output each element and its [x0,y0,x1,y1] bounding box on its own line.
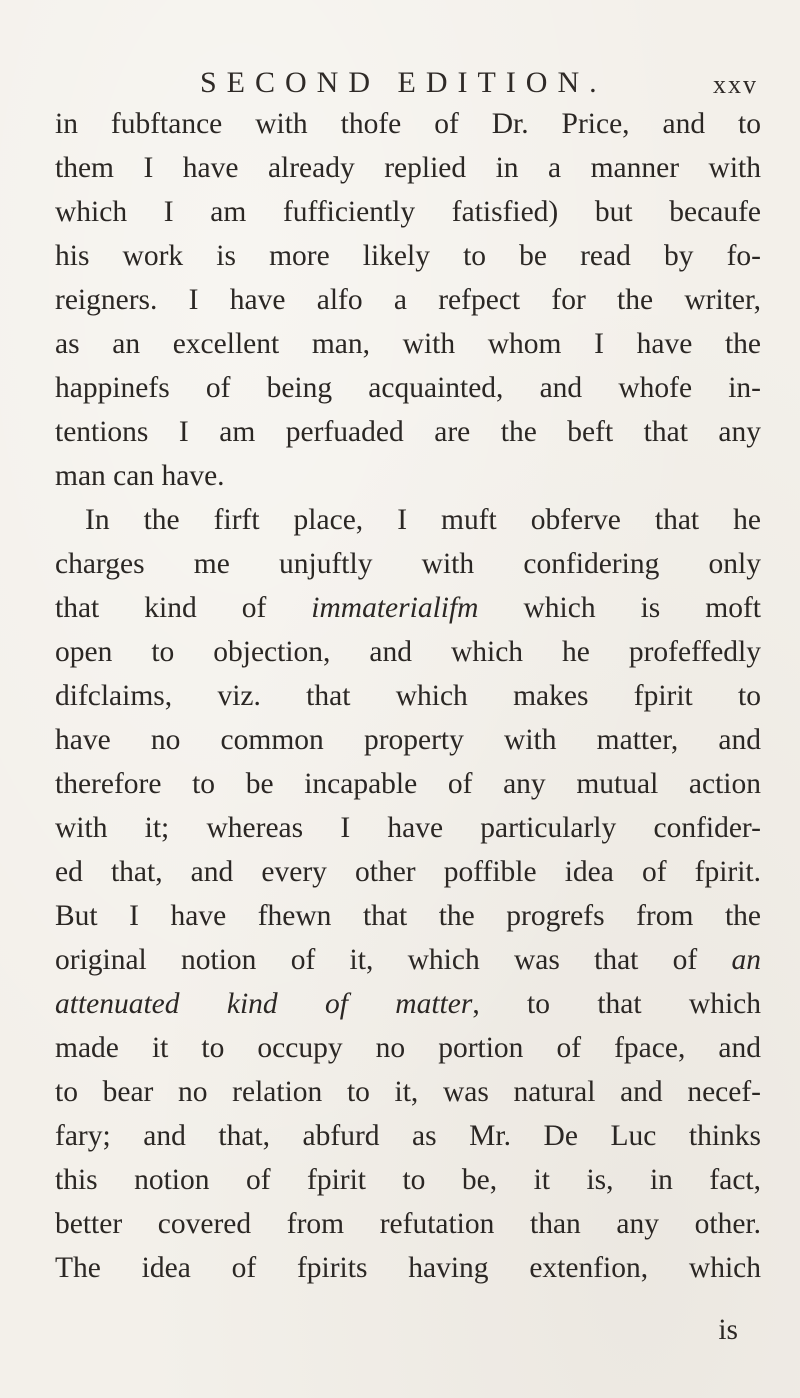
text-line-14: difclaims, viz. that which makes fpirit to [55,680,761,712]
text-line-19: But I have fhewn that the progrefs from the [55,900,761,932]
text-line-7: happinefs of being acquainted, and whofe in- [55,372,761,404]
text-line-26: better covered from refutation than any other. [55,1208,761,1240]
italic-term: immaterialifm [311,592,479,624]
page-number: xxv [713,70,758,99]
text-line-3: which I am fufficiently fatisfied) but becaufe [55,196,761,228]
text-line-20: original notion of it, which was that of an [55,944,761,976]
page-header [0,66,800,106]
text-line-10: In the firft place, I muft obferve that he [85,504,761,536]
italic-phrase: attenuated kind of matter [55,988,473,1020]
text-line-8: tentions I am perfuaded are the beft that any [55,416,761,448]
text-line-4: his work is more likely to be read by fo- [55,240,761,272]
text-line-1: in fubftance with thofe of Dr. Price, and to [55,108,761,140]
italic-phrase-start: an [731,944,761,976]
text-line-11: charges me unjuftly with confidering only [55,548,761,580]
text-line-24: fary; and that, abfurd as Mr. De Luc thinks [55,1120,761,1152]
text-line-22: made it to occupy no portion of fpace, and [55,1032,761,1064]
body-text [55,102,761,1290]
text-line-27: The idea of fpirits having extenfion, which [55,1252,761,1284]
catchword: is [718,1314,738,1346]
text-line-12: that kind of immaterialifm which is moft [55,592,761,624]
text-line-25: this notion of fpirit to be, it is, in fact, [55,1164,761,1196]
text-line-15: have no common property with matter, and [55,724,761,756]
text-line-9: man can have. [55,460,225,492]
text-line-23: to bear no relation to it, was natural and necef- [55,1076,761,1108]
text-line-16: therefore to be incapable of any mutual action [55,768,761,800]
text-line-2: them I have already replied in a manner with [55,152,761,184]
text-line-6: as an excellent man, with whom I have the [55,328,761,360]
text-line-21: attenuated kind of matter, to that which [55,988,761,1020]
text-line-17: with it; whereas I have particularly confider- [55,812,761,844]
text-line-5: reigners. I have alfo a refpect for the writer, [55,284,761,316]
text-line-18: ed that, and every other poffible idea of fpirit. [55,856,761,888]
text-line-13: open to objection, and which he profeffedly [55,636,761,668]
running-head: SECOND EDITION. [200,66,607,99]
